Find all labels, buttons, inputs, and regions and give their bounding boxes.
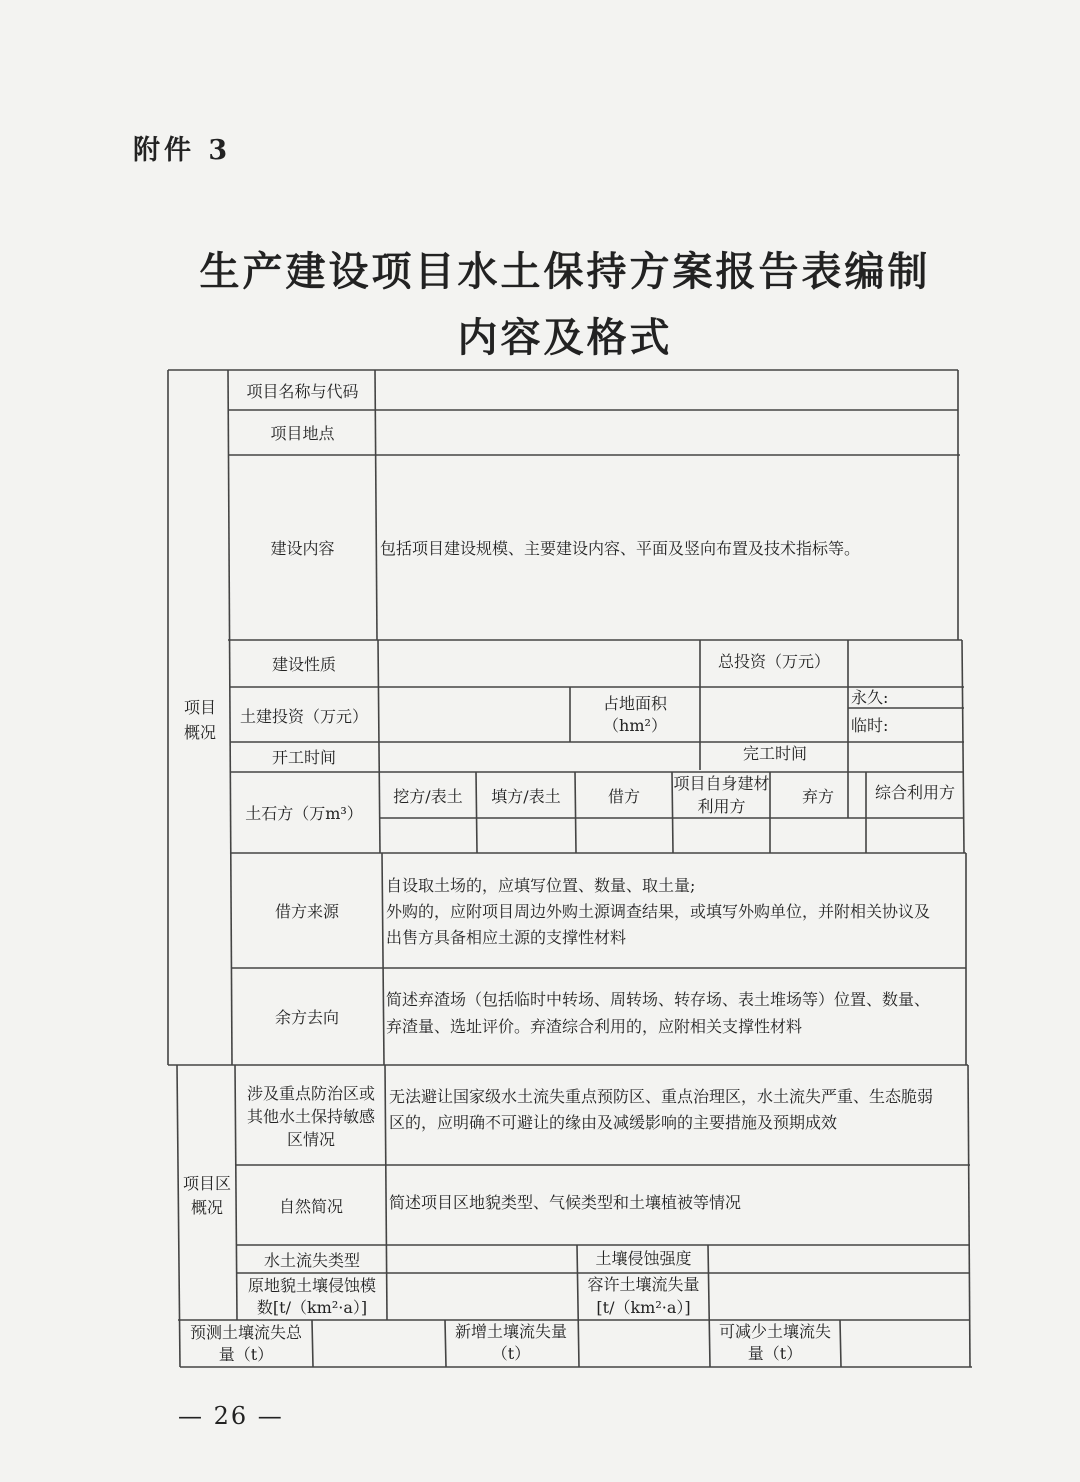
label-line: 新增土壤流失量 [454,1322,567,1341]
label-line: 原地貌土壤侵蚀模 [247,1276,376,1295]
label-earthwork: 土石方（万m³） [245,804,363,823]
natural-conditions-desc[interactable]: 简述项目区地貌类型、气候类型和土壤植被等情况 [389,1192,742,1212]
label-erosion-intensity: 土壤侵蚀强度 [595,1248,692,1268]
label-line: 预测土壤流失总 [189,1323,302,1342]
label-line: 区情况 [286,1129,335,1149]
label-new-loss [446,1320,576,1366]
borrow-source-desc[interactable] [386,873,966,953]
input-civil-investment[interactable] [380,690,570,742]
label-land-area [570,688,700,742]
label-line: 量（t） [747,1344,803,1363]
desc-line: 出售方具备相应土源的支撑性材料 [386,928,627,947]
label-construction-content: 建设内容 [270,539,335,558]
desc-line: 弃渣量、选址评价。弃渣综合利用的，应附相关支撑性材料 [386,1017,803,1036]
group-label: 项目 [183,698,216,717]
input-earthwork-borrow[interactable] [576,820,672,853]
grid-line [840,1320,841,1367]
grid-line [375,370,377,640]
input-predicted-total[interactable] [314,1321,445,1367]
earthwork-col-self-use: 项目自身建材利用方 [673,774,770,816]
group-label: 项目区 [182,1174,231,1193]
label-allowable-loss [579,1271,708,1321]
label-line: [t/（km²·a）] [596,1298,691,1317]
label-erosion-type: 水土流失类型 [263,1250,360,1270]
desc-line: 简述弃渣场（包括临时中转场、周转场、转存场、表土堆场等）位置、数量、 [386,990,931,1009]
input-new-loss[interactable] [580,1321,708,1367]
input-total-investment[interactable] [849,641,961,687]
label-borrow-source: 借方来源 [274,902,339,921]
grid-line [382,853,384,1065]
input-original-modulus[interactable] [388,1274,577,1320]
label-natural-conditions: 自然简况 [278,1196,343,1216]
input-earthwork-excavation[interactable] [380,820,476,853]
input-construction-nature[interactable] [380,641,700,687]
project-overview-group [170,690,230,750]
input-allowable-loss[interactable] [710,1274,969,1320]
label-line: 可减少土壤流失 [718,1322,831,1341]
label-predicted-total [180,1321,312,1367]
attachment-label: 附件 3 [133,135,232,166]
input-location[interactable] [378,412,956,455]
label-total-investment: 总投资（万元） [717,651,830,671]
input-earthwork-spoil[interactable] [770,820,866,853]
label-location: 项目地点 [270,424,335,443]
input-start-time[interactable] [380,743,700,772]
label-line: 量（t） [218,1345,274,1364]
label-civil-investment: 土建投资（万元） [239,706,368,726]
label-temporary[interactable]: 临时: [851,715,889,735]
page-number: — 26 — [178,1402,284,1430]
label-line: 数[t/（km²·a）] [256,1298,368,1317]
input-land-area[interactable] [702,690,848,742]
label-construction-nature: 建设性质 [271,654,336,674]
grid-line [312,1320,313,1367]
input-earthwork-reuse[interactable] [866,820,964,853]
sensitive-area-desc[interactable] [389,1084,969,1144]
desc-line: 无法避让国家级水土流失重点预防区、重点治理区，水土流失严重、生态脆弱 [389,1087,934,1106]
land-area-line: 占地面积 [602,694,667,713]
earthwork-col-excavation: 挖方/表土 [393,786,463,806]
label-name-code: 项目名称与代码 [246,381,359,401]
label-permanent[interactable]: 永久: [851,688,889,707]
land-area-unit: （hm²） [603,716,667,735]
input-name-code[interactable] [378,372,956,410]
area-overview-group [178,1168,236,1224]
label-line: 其他水土保持敏感 [246,1106,375,1126]
desc-line: 外购的，应附项目周边外购土源调查结果，或填写外购单位，并附相关协议及 [386,902,931,921]
earthwork-col-fill: 填方/表土 [491,786,561,806]
label-line: 涉及重点防治区或 [246,1083,375,1103]
label-start-time: 开工时间 [271,748,336,767]
earthwork-col-reuse: 综合利用方 [874,782,955,802]
input-earthwork-self-use[interactable] [673,820,770,853]
document-title-line1: 生产建设项目水土保持方案报告表编制 [199,248,931,295]
earthwork-col-borrow: 借方 [607,786,640,806]
group-label: 概况 [183,723,216,742]
construction-content-desc[interactable]: 包括项目建设规模、主要建设内容、平面及竖向布置及技术指标等。 [380,539,861,558]
earthwork-col-spoil: 弃方 [801,786,834,806]
input-earthwork-fill[interactable] [477,820,575,853]
label-sensitive-area [236,1078,386,1154]
label-surplus-destination: 余方去向 [274,1008,339,1027]
label-reducible-loss [710,1320,840,1366]
label-end-time: 完工时间 [742,743,807,763]
label-line: （t） [491,1344,531,1363]
group-label: 概况 [190,1198,223,1217]
label-line: 容许土壤流失量 [587,1275,700,1294]
surplus-destination-desc[interactable] [386,986,966,1046]
input-erosion-type[interactable] [388,1247,577,1273]
input-reducible-loss[interactable] [842,1321,970,1367]
desc-line: 自设取土场的，应填写位置、数量、取土量; [386,876,696,895]
document-title-line2: 内容及格式 [457,314,673,361]
label-original-modulus [238,1274,386,1320]
input-end-time[interactable] [849,743,961,772]
input-erosion-intensity[interactable] [710,1247,969,1273]
desc-line: 区的，应明确不可避让的缘由及减缓影响的主要措施及预期成效 [389,1113,838,1132]
